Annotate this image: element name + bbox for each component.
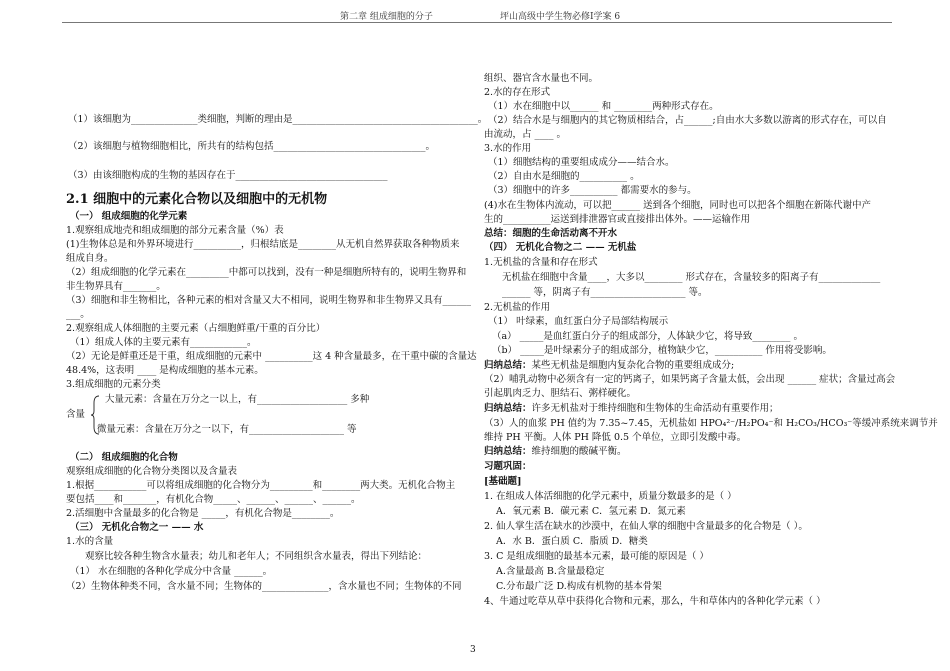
header-school: 坪山高级中学生物必修I学案 6 — [500, 12, 621, 22]
text-line: 1.水的含量 — [66, 536, 114, 547]
text-line: （1）水在细胞中以______ 和 ________两种形式存在。 — [488, 101, 719, 112]
section-heading: [基础题] — [484, 476, 522, 487]
content-brace — [90, 395, 100, 435]
text-line: 要包括____和_______，有机化合物_____、______、______、______。 — [66, 494, 361, 505]
text-line: A.含量最高 B.含量最稳定 — [496, 566, 605, 577]
text-line: (4)水在生物体内流动，可以把______ 送到各个细胞，同时也可以把各个细胞在新陈代谢中产 — [484, 200, 871, 211]
text-line: 1.根据___________可以将组成细胞的化合物分为_________和________两大类。无机化合物主 — [66, 480, 456, 491]
text-line: C.分布最广泛 D.构成有机物的基本骨架 — [496, 581, 662, 592]
text-line: 2. 仙人掌生活在缺水的沙漠中，在仙人掌的细胞中含量最多的化合物是（ ）。 — [484, 521, 808, 532]
text-line: 48.4%，这表明 ____ 是构成细胞的基本元素。 — [66, 365, 264, 376]
text-line — [484, 360, 734, 372]
section-heading: （三） 无机化合物之一 —— 水 — [70, 522, 204, 533]
text-line: 1.观察组成地壳和组成细胞的部分元素含量（%）表 — [66, 225, 284, 236]
text-line: （1）该细胞为______________类细胞，判断的理由是_______________________________________。 — [68, 114, 488, 125]
text-line: ___。 — [66, 309, 90, 320]
text-line: （2）哺乳动物中必须含有一定的钙离子，如果钙离子含量太低，会出现 ______ 症状；含量过高会 — [484, 374, 896, 385]
text-line: （1） 叶绿素，血红蛋白分子局部结构展示 — [488, 316, 669, 327]
summary-text: 某些无机盐是细胞内复杂化合物的重要组成成分; — [531, 360, 735, 371]
text-line — [484, 403, 779, 415]
text-line: 1. 在组成人体活细胞的化学元素中，质量分数最多的是（ ） — [484, 491, 737, 502]
text-line: （b） _____是叶绿素分子的组成部分，植物缺少它，__________ 作用将受影响。 — [492, 345, 832, 356]
text-line: 无机盐在细胞中含量____，大多以________ 形式存在，含量较多的阳离子有_____________ — [502, 272, 881, 283]
text-line: 3.水的作用 — [484, 143, 532, 154]
text-line: 2.活细胞中含量最多的化合物是 _____，有机化合物是________。 — [66, 508, 340, 519]
header-divider — [62, 22, 892, 23]
text-line: （1）组成人体的主要元素有____________。 — [70, 337, 257, 348]
text-line: （3）细胞中的许多__________ 都需要水的参与。 — [488, 185, 697, 196]
text-line: 1.无机盐的含量和存在形式 — [484, 257, 598, 268]
text-line: （1）细胞结构的重要组成成分——结合水。 — [488, 157, 675, 168]
text-line: 2.水的存在形式 — [484, 87, 551, 98]
text-line: A．水 B．蛋白质 C．脂质 D．糖类 — [496, 536, 648, 547]
text-line: （3）由该细胞构成的生物的基因存在于________________________________ — [68, 170, 388, 181]
section-heading: 总结：细胞的生命活动离不开水 — [484, 228, 618, 239]
section-heading: 习题巩固： — [484, 461, 532, 472]
text-line: 微量元素：含量在万分之一以下，有____________________ 等 — [97, 424, 357, 435]
header-chapter: 第二章 组成细胞的分子 — [340, 12, 433, 22]
text-line: A．氧元素 B．碳元素 C．氢元素 D．氮元素 — [496, 506, 686, 517]
summary-label: 归纳总结： — [484, 446, 532, 457]
text-line: 由流动，占 ____ 。 — [484, 129, 567, 140]
text-line — [484, 446, 627, 458]
text-line: 维持 PH 平衡。人体 PH 降低 0.5 个单位，立即引发酸中毒。 — [484, 432, 747, 443]
text-line: 组织、器官含水量也不同。 — [484, 73, 599, 84]
text-line: （2）组成细胞的化学元素在_________中都可以找到，没有一种是细胞所特有的，说明生物界和 — [66, 267, 467, 278]
text-line: （2）生物体种类不同，含水量不同；生物体的______________，含水量也不同；生物体的不同 — [66, 581, 462, 592]
text-line: 含量 — [66, 409, 86, 420]
text-line: （a） _____是血红蛋白分子的组成部分，人体缺少它，将导致________ 。 — [492, 331, 803, 342]
text-line: 3.组成细胞的元素分类 — [66, 379, 161, 390]
text-line: （1） 水在细胞的各种化学成分中含量 ______。 — [70, 566, 273, 577]
text-line: 2.观察组成人体细胞的主要元素（占细胞鲜重/干重的百分比） — [66, 323, 326, 334]
text-line: 引起肌肉乏力、胆结石、粥样硬化。 — [484, 388, 637, 399]
text-line: （2）结合水是与细胞内的其它物质相结合，占______;自由水大多数以游离的形式存在，可以自 — [488, 115, 887, 126]
section-title: 2.1 细胞中的元素化合物以及细胞中的无机物 — [66, 192, 328, 207]
text-line: 2.无机盐的作用 — [484, 302, 551, 313]
text-line: 观察组成细胞的化合物分类图以及含量表 — [66, 466, 238, 477]
text-line: （3）细胞和非生物相比，各种元素的相对含量又大不相同，说明生物界和非生物界又具有______ — [66, 295, 472, 306]
page-number: 3 — [470, 645, 476, 655]
text-line: 非生物界具有_______。 — [66, 281, 166, 292]
text-line: 观察比较各种生物含水量表；幼儿和老年人；不同组织含水量表，得出下列结论： — [85, 551, 428, 562]
summary-label: 归纳总结： — [484, 360, 532, 371]
text-line: 大量元素：含量在万分之一以上，有___________________ 多种 — [105, 394, 370, 405]
text-line: 生的__________运送到排泄器官或直接排出体外。——运输作用 — [484, 214, 751, 225]
text-line: （2）自由水是细胞的__________ 。 — [488, 171, 640, 182]
summary-label: 归纳总结： — [484, 403, 532, 414]
text-line: ______ 等，阴离子有____________________ 等。 — [502, 287, 708, 298]
summary-text: 维持细胞的酸碱平衡。 — [531, 446, 627, 457]
section-heading: （二） 组成细胞的化合物 — [70, 452, 178, 463]
text-line: （2）无论是鲜重还是干重，组成细胞的元素中 __________这 4 种含量最多，在干重中碳的含量达 — [66, 351, 477, 362]
text-line: (1)生物体总是和外界环境进行__________，归根结底是________从无机自然界获取各种物质来 — [66, 239, 460, 250]
text-line: （2）该细胞与植物细胞相比，所共有的结构包括________________________________。 — [68, 141, 436, 152]
text-line: 4、牛通过吃草从草中获得化合物和元素，那么，牛和草体内的各种化学元素（ ） — [484, 596, 826, 607]
summary-text: 许多无机盐对于维持细胞和生物体的生命活动有重要作用； — [531, 403, 779, 414]
text-line: 3. C 是组成细胞的最基本元素，最可能的原因是（ ） — [484, 551, 709, 562]
text-line: 组成自身。 — [66, 253, 114, 264]
section-heading: （一） 组成细胞的化学元素 — [70, 211, 188, 222]
text-line: （3）人的血浆 PH 值约为 7.35~7.45，无机盐如 HPO₄²⁻/H₂PO₄⁻和 H₂CO₃/HCO₃⁻等缓冲系统来调节并 — [484, 418, 938, 429]
section-heading: （四） 无机化合物之二 —— 无机盐 — [484, 242, 637, 253]
